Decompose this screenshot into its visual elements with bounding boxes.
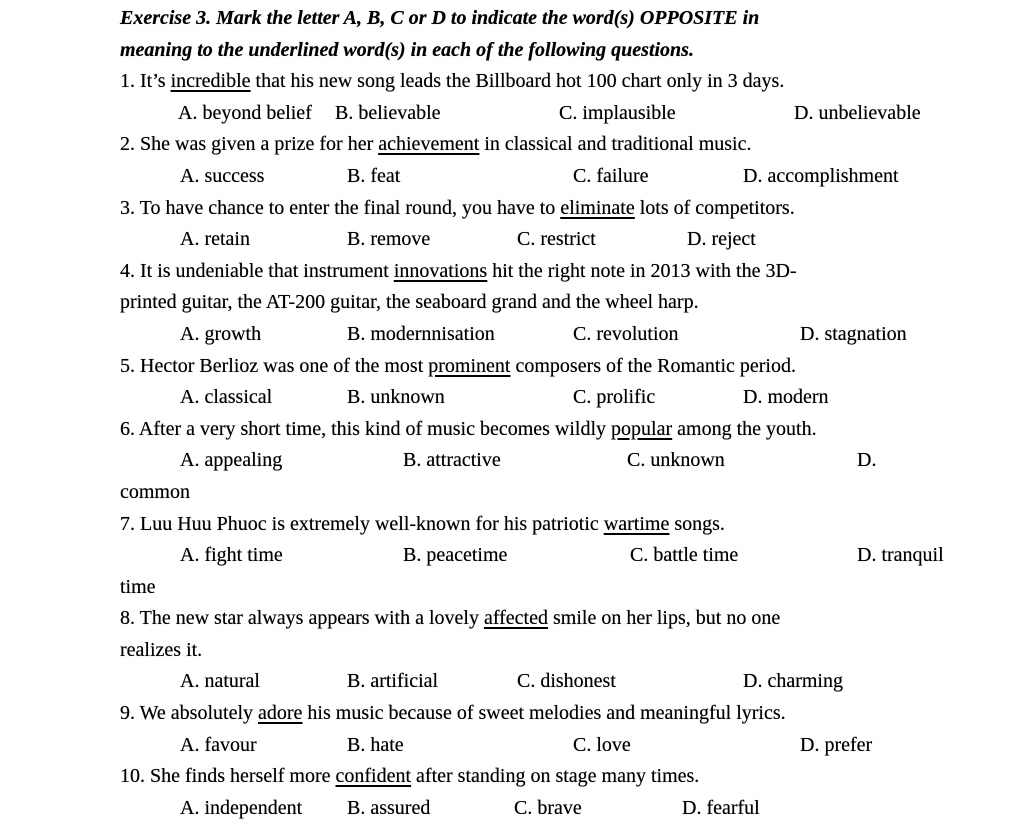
question-text-segment: printed guitar, the AT-200 guitar, the seaboard grand and the wheel harp. (120, 291, 699, 314)
option-continuation: common (120, 480, 190, 503)
option-label-d: D. modern (743, 386, 829, 409)
question-text-segment: realizes it. (120, 638, 203, 661)
underlined-word: innovations (393, 259, 488, 282)
option-label-a: A. classical (180, 386, 273, 409)
option-label-d: D. (857, 449, 877, 472)
question-text-segment: after standing on stage many times. (411, 765, 700, 788)
option-label-d: D. stagnation (800, 322, 907, 345)
option-label-a: A. retain (180, 228, 250, 251)
option-label-a: A. beyond belief (178, 101, 312, 124)
question-text (120, 129, 1004, 161)
options-row (120, 224, 1004, 256)
option-label-b: B. hate (347, 733, 404, 756)
option-label-c: C. brave (514, 796, 582, 819)
underlined-word: confident (335, 765, 412, 788)
question-text-segment: She finds herself more (150, 765, 336, 788)
option-continuation: time (120, 575, 156, 598)
option-label-b: B. peacetime (403, 544, 508, 567)
options-row (120, 445, 1004, 477)
option-label-b: B. assured (347, 796, 431, 819)
question-text (120, 761, 1004, 793)
option-label-a: A. independent (180, 796, 303, 819)
option-label-b: B. modernnisation (347, 322, 495, 345)
question-text-segment: lots of competitors. (634, 196, 795, 219)
question-text-segment: in classical and traditional music. (479, 133, 752, 156)
option-label-a: A. fight time (180, 544, 283, 567)
exercise-heading-line-1: Exercise 3. Mark the letter A, B, C or D to indicate the word(s) OPPOSITE in (120, 7, 760, 29)
question-number: 4. (120, 259, 140, 282)
question-number: 8. (120, 607, 140, 630)
option-label-d: D. unbelievable (794, 101, 921, 124)
underlined-word: prominent (428, 354, 511, 377)
option-label-b: B. artificial (347, 670, 439, 693)
question-text-segment: composers of the Romantic period. (510, 354, 796, 377)
option-label-c: C. implausible (559, 101, 676, 124)
question-text (120, 603, 1004, 666)
underlined-word: popular (611, 417, 673, 440)
option-label-b: B. feat (347, 164, 401, 187)
question-number: 5. (120, 354, 140, 377)
question-text-segment: smile on her lips, but no one (548, 607, 781, 630)
option-label-d: D. charming (743, 670, 843, 693)
option-label-d: D. accomplishment (743, 164, 899, 187)
option-label-b: B. remove (347, 228, 431, 251)
question-text-segment: that his new song leads the Billboard hot 100 chart only in 3 days. (250, 70, 785, 93)
underlined-word: incredible (170, 70, 251, 93)
option-label-c: C. love (573, 733, 631, 756)
question-text-segment: among the youth. (672, 417, 817, 440)
question-text-segment: his music because of sweet melodies and meaningful lyrics. (302, 702, 786, 725)
option-label-a: A. natural (180, 670, 260, 693)
question-text-segment: The new star always appears with a lovely (139, 607, 484, 630)
underlined-word: eliminate (560, 196, 635, 219)
question-text-segment: She was given a prize for her (140, 133, 379, 156)
question-text-segment: We absolutely (139, 702, 258, 725)
option-label-c: C. revolution (573, 322, 679, 345)
option-label-c: C. restrict (517, 228, 596, 251)
options-row (120, 161, 1004, 193)
option-label-d: D. tranquil (857, 544, 944, 567)
question-text-segment: Hector Berlioz was one of the most (140, 354, 429, 377)
option-label-c: C. dishonest (517, 670, 616, 693)
question-number: 9. (120, 702, 140, 725)
underlined-word: affected (483, 607, 548, 630)
options-row (120, 793, 1004, 825)
option-label-a: A. favour (180, 733, 257, 756)
question-number: 2. (120, 133, 140, 156)
option-label-a: A. success (180, 164, 265, 187)
options-row (120, 540, 1004, 572)
question-text-segment: Luu Huu Phuoc is extremely well-known for his patriotic (140, 512, 604, 535)
questions-list (120, 66, 1004, 824)
question-text (120, 256, 1004, 319)
exercise-heading (120, 3, 1004, 66)
option-label-c: C. prolific (573, 386, 656, 409)
question-text (120, 193, 1004, 225)
question-text-segment: To have chance to enter the final round, you have to (139, 196, 561, 219)
option-label-b: B. attractive (403, 449, 501, 472)
question-text-segment: It is undeniable that instrument (140, 259, 394, 282)
option-label-c: C. failure (573, 164, 649, 187)
underlined-word: adore (258, 702, 303, 725)
options-row (120, 730, 1004, 762)
question-text-segment: songs. (669, 512, 725, 535)
option-label-b: B. unknown (347, 386, 445, 409)
option-label-d: D. fearful (682, 796, 760, 819)
option-label-d: D. reject (687, 228, 756, 251)
question-text-segment: After a very short time, this kind of music becomes wildly (138, 417, 612, 440)
question-text (120, 509, 1004, 541)
underlined-word: wartime (603, 512, 670, 535)
question-number: 3. (120, 196, 140, 219)
option-label-c: C. unknown (627, 449, 725, 472)
question-number: 1. (120, 70, 140, 93)
question-text (120, 414, 1004, 446)
options-row (120, 98, 1004, 130)
question-number: 7. (120, 512, 140, 535)
question-number: 6. (120, 417, 139, 440)
question-text-segment: It’s (140, 70, 171, 93)
option-label-d: D. prefer (800, 733, 873, 756)
option-label-a: A. growth (180, 322, 262, 345)
question-text (120, 351, 1004, 383)
option-label-b: B. believable (335, 101, 441, 124)
question-text (120, 698, 1004, 730)
options-row (120, 319, 1004, 351)
option-label-c: C. battle time (630, 544, 739, 567)
options-row (120, 666, 1004, 698)
underlined-word: achievement (378, 133, 480, 156)
options-row (120, 382, 1004, 414)
question-text (120, 66, 1004, 98)
exercise-heading-line-2: meaning to the underlined word(s) in each of the following questions. (120, 38, 694, 61)
question-number: 10. (120, 765, 150, 788)
option-label-a: A. appealing (180, 449, 283, 472)
question-text-segment: hit the right note in 2013 with the 3D- (487, 259, 797, 282)
